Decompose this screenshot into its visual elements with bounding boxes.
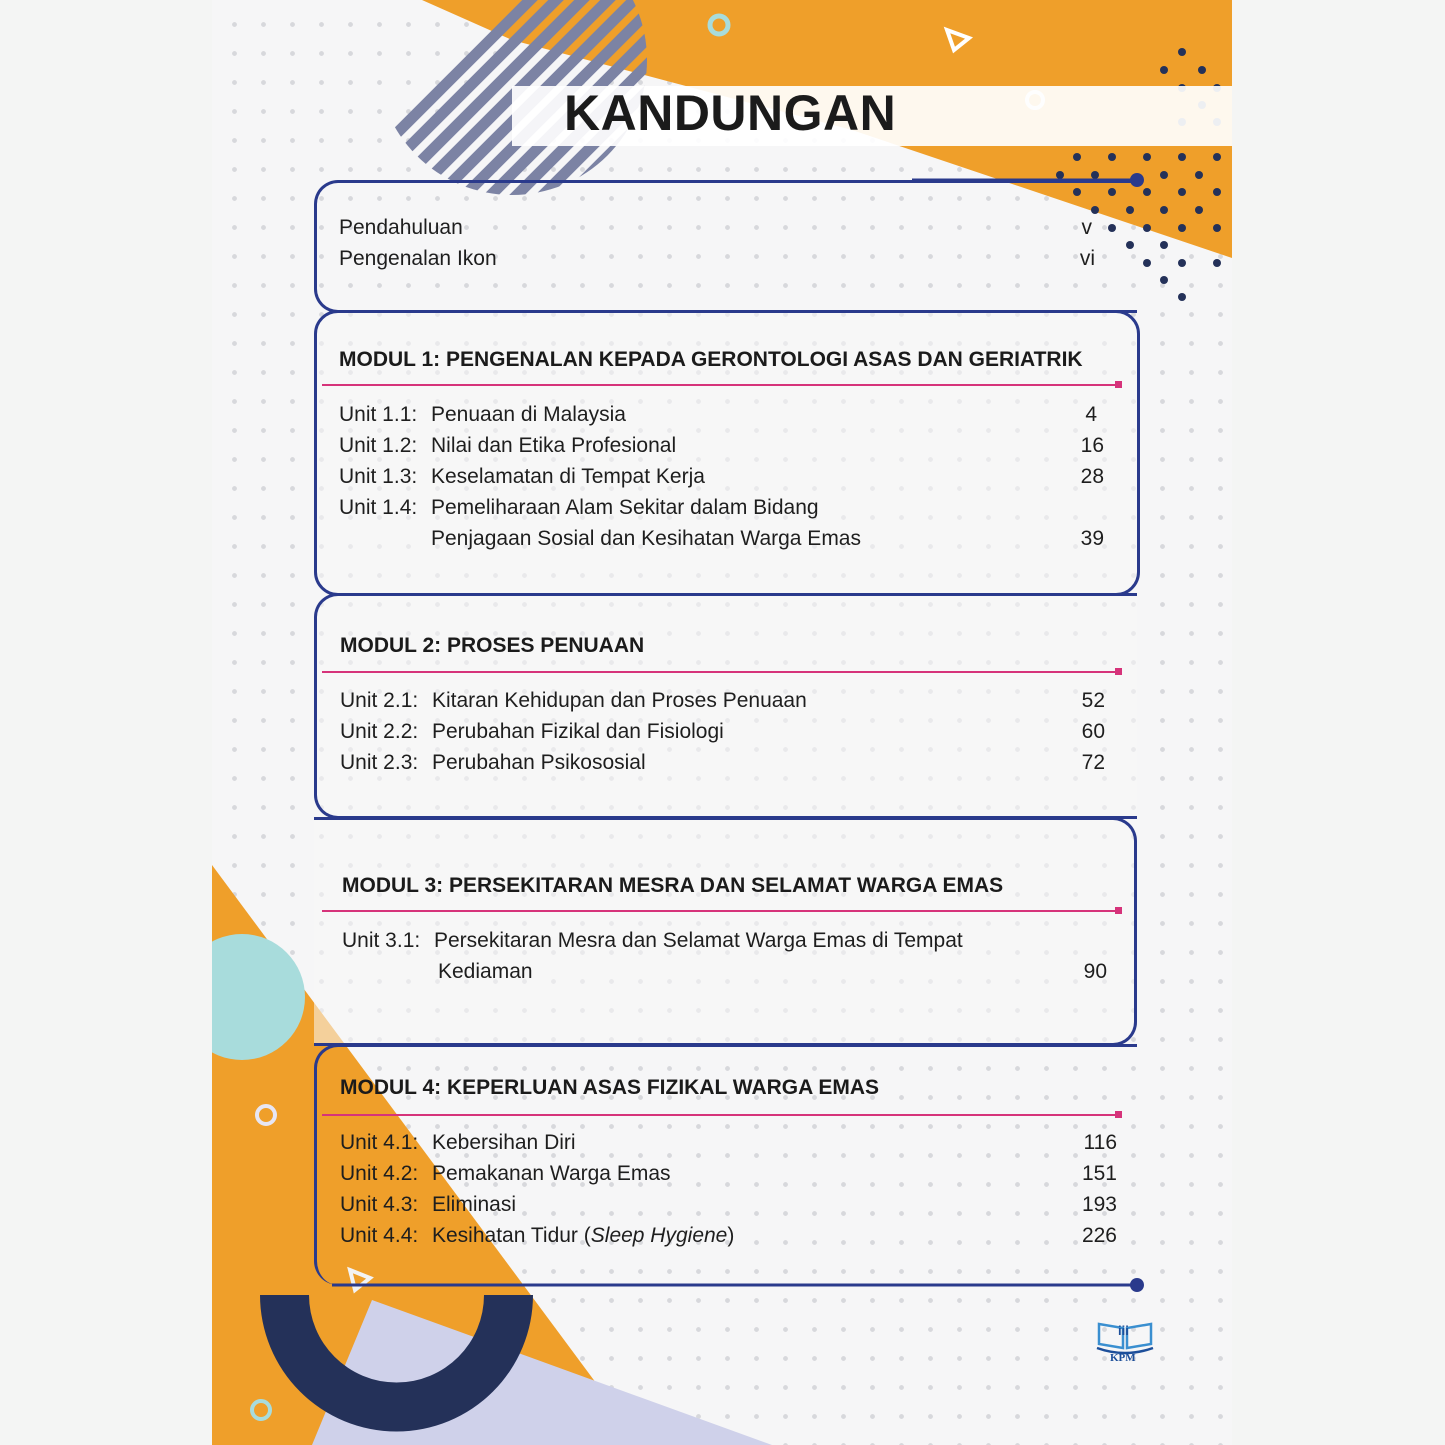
toc-page: KANDUNGAN Pendahuluan v Pengenalan Ikon vi MODUL 1: PENGENALAN KEPADA GERONTOLOGI ASAS DAN GERIATRIK Unit 1.1: Penuaan di Malaysia 4 Unit 1.2: Nilai dan Etika Profesional 16 Unit 1.3: Keselamatan di Tempat Kerja 28 Unit 1.4: Pemeliharaan Alam Sekitar dalam Bidang Penjagaan Sosial dan Kesihatan Warga Emas 39 MODUL 2: PROSES PENUAAN Unit 2.1: Kitaran Kehidupan dan Proses Penuaan 52 Unit 2.2: Perubahan Fizikal dan Fisiologi 60 Unit 2.3: Perubahan Psikososial 72 MODUL 3: PERSEKITARAN MESRA DAN SELAMAT WARGA EMAS Unit 3.1: Persekitaran Mesra dan Selamat Warga Emas di Tempat Kediaman 90 MODUL 4: KEPERLUAN ASAS FIZIKAL WARGA EMAS Unit 4.1: Kebersihan Diri 116 Unit 4.2: Pemakanan Warga Emas 151 Unit 4.3: Eliminasi 193 Unit 4.4: Kesihatan Tidur (Sleep Hygiene) 226 iii KPM [212,0,1232,1445]
module-divider [322,671,1119,673]
toc-page-number: 90 [1083,960,1107,983]
toc-page-number: 28 [1080,465,1104,488]
toc-entry-continuation[interactable]: Penjagaan Sosial dan Kesihatan Warga Emas [431,527,861,550]
toc-page-number: 193 [1081,1193,1117,1216]
module-2-title[interactable]: MODUL 2: PROSES PENUAAN [340,634,645,657]
toc-entry[interactable]: Pendahuluan [339,216,463,239]
module-divider [322,910,1119,912]
toc-page-number: 226 [1081,1224,1117,1247]
toc-page-number: 116 [1083,1131,1117,1154]
toc-entry[interactable]: Pengenalan Ikon [339,247,497,270]
toc-entry-continuation[interactable]: Kediaman [438,960,533,983]
kpm-logo-text: KPM [1110,1352,1136,1364]
toc-page-number: 4 [1085,403,1097,426]
toc-page-number: 52 [1081,689,1105,712]
page-number: iii [1118,1323,1129,1338]
toc-page-number: 16 [1080,434,1104,457]
module-divider [322,1114,1119,1116]
toc-page-number: 60 [1081,720,1105,743]
module-divider [322,384,1119,386]
module-1-title[interactable]: MODUL 1: PENGENALAN KEPADA GERONTOLOGI ASAS DAN GERIATRIK [339,348,1083,371]
toc-page-number: v [1081,216,1092,239]
module-3-title[interactable]: MODUL 3: PERSEKITARAN MESRA DAN SELAMAT WARGA EMAS [342,874,1004,897]
toc-page-number: vi [1079,247,1095,270]
page-title: KANDUNGAN [564,85,897,141]
toc-page-number: 39 [1080,527,1104,550]
toc-page-number: 151 [1081,1162,1117,1185]
module-4-title[interactable]: MODUL 4: KEPERLUAN ASAS FIZIKAL WARGA EMAS [340,1076,880,1099]
toc-page-number: 72 [1081,751,1105,774]
